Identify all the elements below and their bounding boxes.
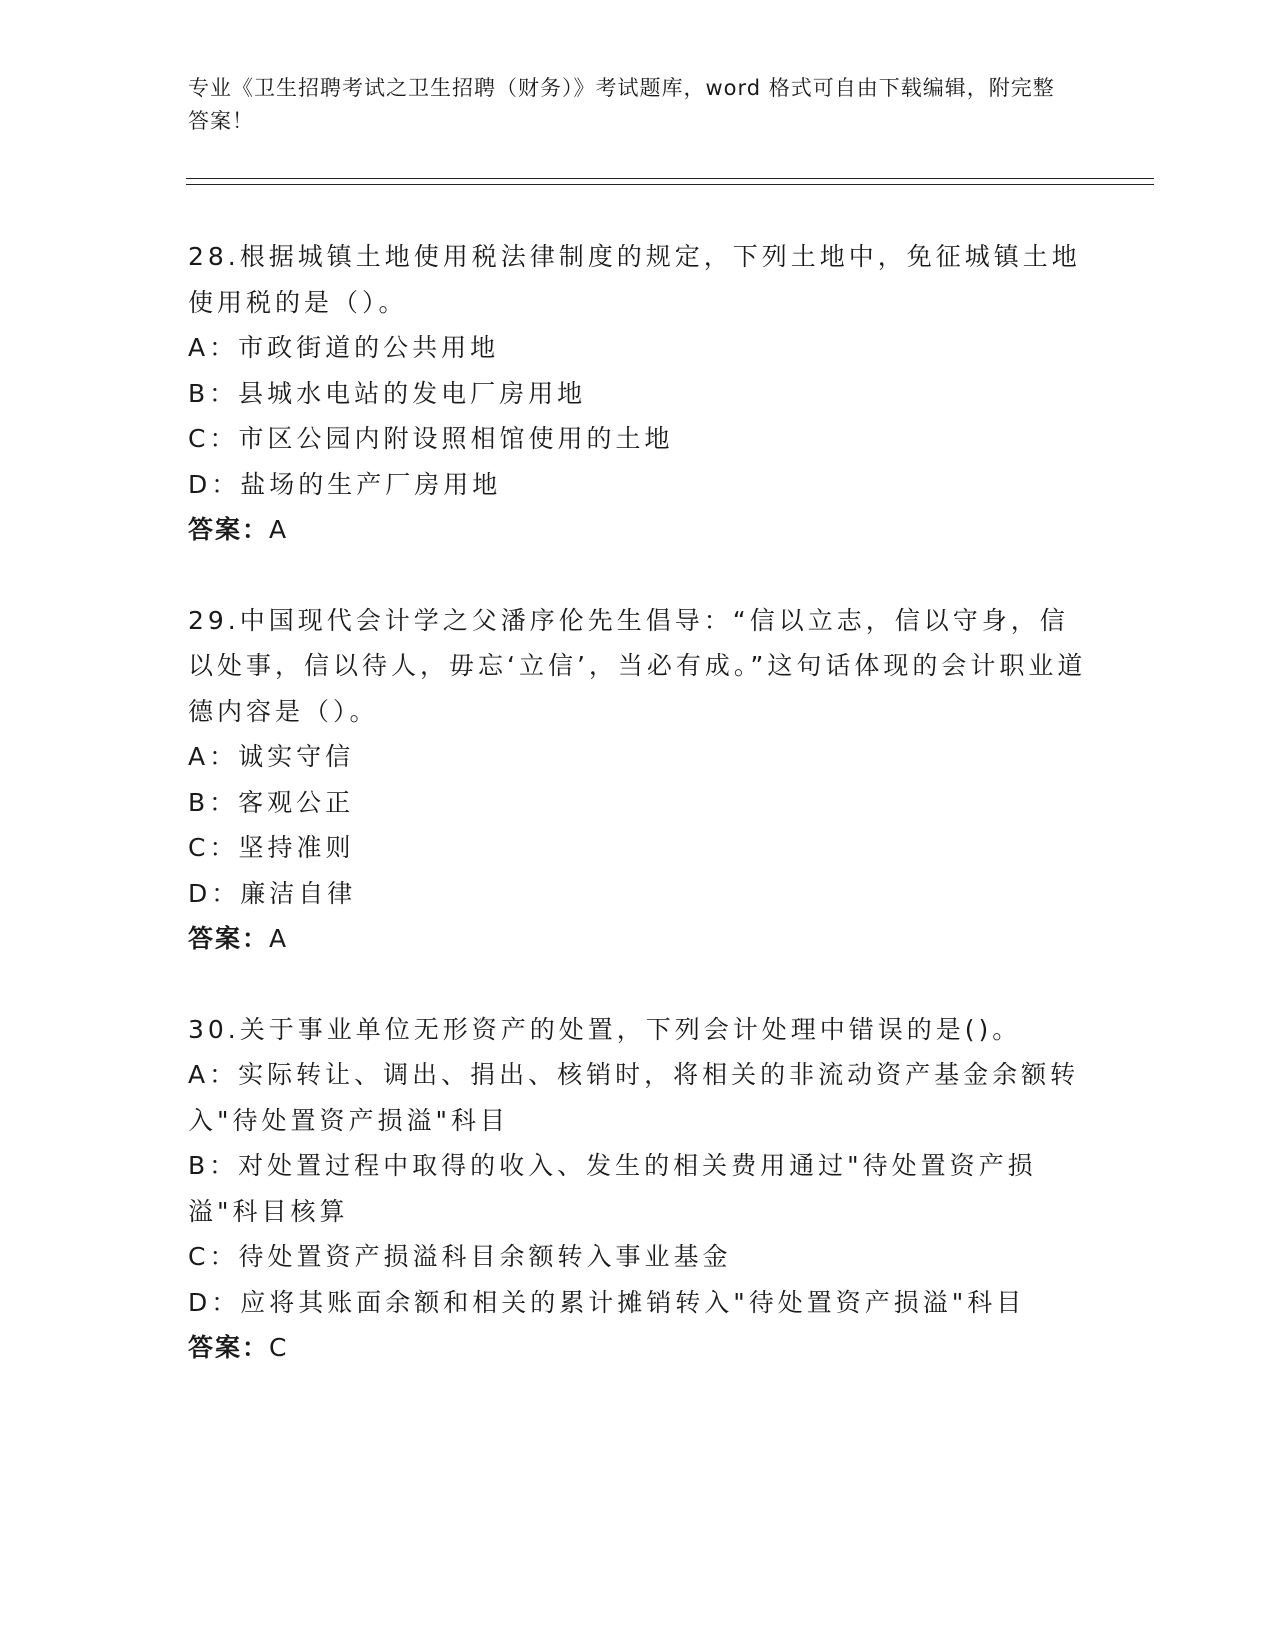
question-30 xyxy=(188,1007,1088,1371)
question-stem: 29.中国现代会计学之父潘序伦先生倡导：“信以立志，信以守身，信以处事，信以待人，毋忘‘立信’，当必有成。”这句话体现的会计职业道德内容是（）。 xyxy=(188,605,1087,726)
option-a: A：实际转让、调出、捐出、核销时，将相关的非流动资产基金余额转入"待处置资产损溢"科目 xyxy=(188,1060,1080,1135)
option-b: B：客观公正 xyxy=(188,787,355,817)
question-stem: 28.根据城镇土地使用税法律制度的规定，下列土地中，免征城镇土地使用税的是（）。 xyxy=(188,242,1081,317)
option-c: C：待处置资产损溢科目余额转入事业基金 xyxy=(188,1242,732,1271)
option-d: D：盐场的生产厂房用地 xyxy=(188,469,502,499)
option-b: B：县城水电站的发电厂房用地 xyxy=(188,378,587,408)
document-header: 专业《卫生招聘考试之卫生招聘（财务）》考试题库，word 格式可自由下载编辑，附完整答案！ xyxy=(188,76,1055,133)
answer-value: A xyxy=(269,515,291,544)
answer-line xyxy=(188,1325,1088,1371)
option-c: C：坚持准则 xyxy=(188,833,355,862)
question-stem: 30.关于事业单位无形资产的处置，下列会计处理中错误的是()。 xyxy=(188,1014,1022,1044)
answer-label: 答案： xyxy=(188,515,270,544)
question-29 xyxy=(188,598,1088,962)
answer-value: A xyxy=(269,924,291,953)
question-28 xyxy=(188,234,1088,553)
option-a: A：市政街道的公共用地 xyxy=(188,333,500,362)
option-c: C：市区公园内附设照相馆使用的土地 xyxy=(188,424,674,453)
header-divider xyxy=(186,178,1154,185)
option-b: B：对处置过程中取得的收入、发生的相关费用通过"待处置资产损溢"科目核算 xyxy=(188,1151,1037,1226)
answer-value: C xyxy=(269,1333,291,1362)
question-list xyxy=(188,234,1088,1371)
option-a: A：诚实守信 xyxy=(188,742,355,771)
answer-line xyxy=(188,507,1088,553)
option-d: D：应将其账面余额和相关的累计摊销转入"待处置资产损溢"科目 xyxy=(188,1287,1026,1317)
answer-line xyxy=(188,916,1088,962)
option-d: D：廉洁自律 xyxy=(188,878,357,908)
answer-label: 答案： xyxy=(188,1333,270,1362)
answer-label: 答案： xyxy=(188,924,270,953)
